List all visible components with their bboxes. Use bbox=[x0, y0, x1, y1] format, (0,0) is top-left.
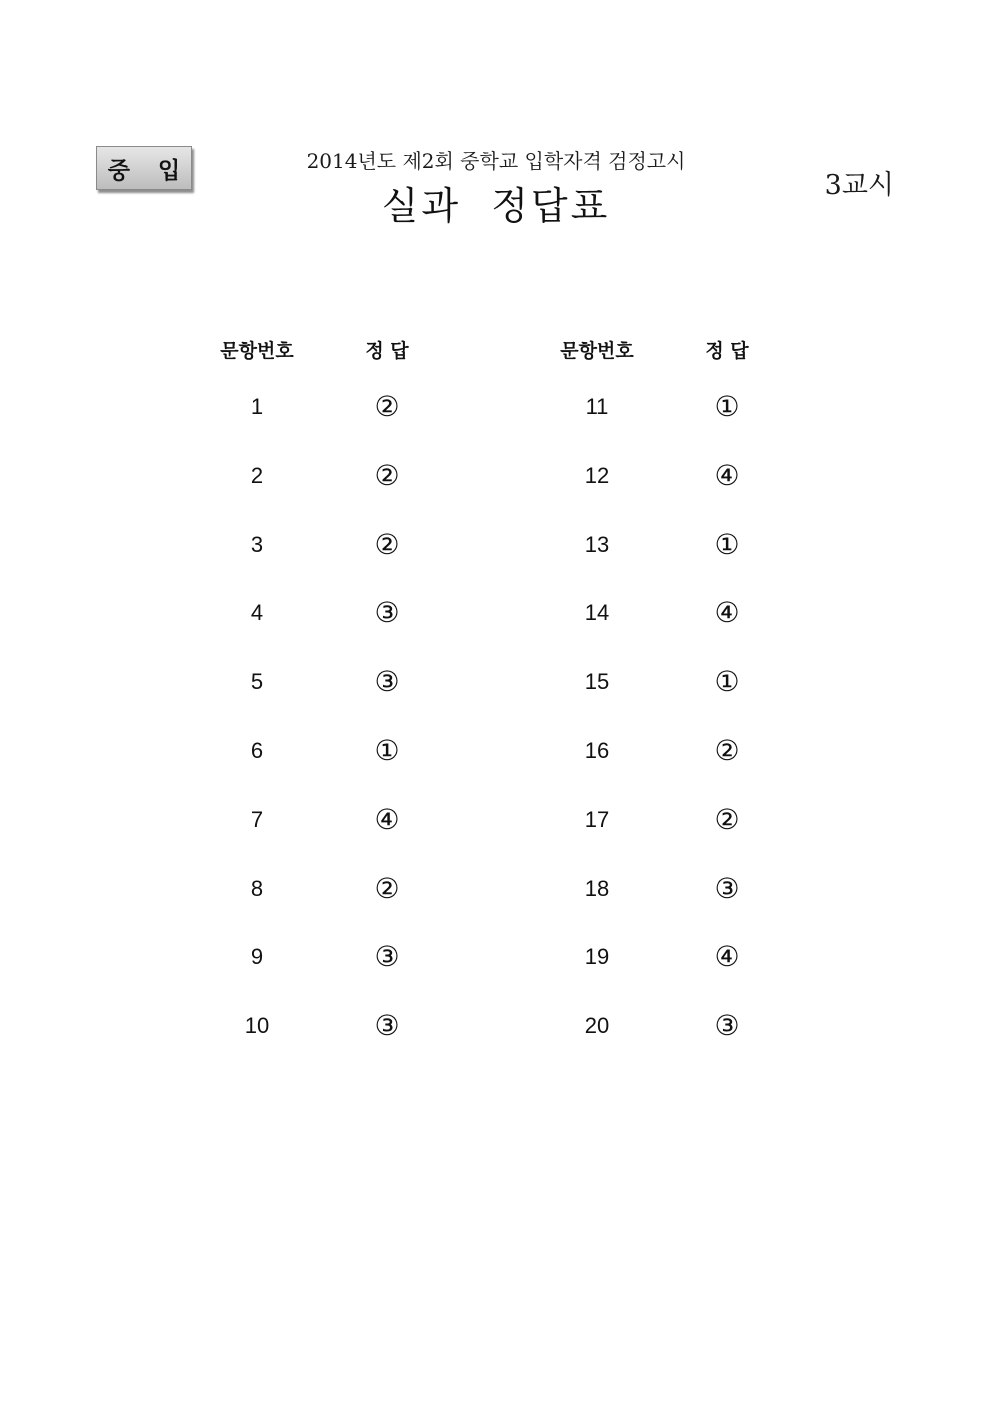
question-number: 2 bbox=[250, 463, 264, 488]
exam-subtitle: 2014년도 제2회 중학교 입학자격 검정고시 bbox=[306, 149, 686, 173]
question-number: 16 bbox=[584, 738, 610, 763]
question-number: 17 bbox=[584, 807, 610, 832]
question-number: 20 bbox=[584, 1013, 610, 1038]
question-number: 8 bbox=[250, 876, 264, 901]
question-number: 15 bbox=[584, 669, 610, 694]
answer-mark: ② bbox=[714, 734, 740, 767]
exam-period: 3교시 bbox=[824, 170, 894, 201]
question-number: 13 bbox=[584, 532, 610, 557]
answer-mark: ③ bbox=[714, 1009, 740, 1042]
answer-mark: ① bbox=[374, 734, 400, 767]
answer-mark: ④ bbox=[714, 459, 740, 492]
question-number: 4 bbox=[250, 600, 264, 625]
answer-mark: ② bbox=[714, 803, 740, 836]
question-number: 11 bbox=[585, 394, 609, 419]
answer-mark: ③ bbox=[374, 665, 400, 698]
answer-mark: ③ bbox=[374, 596, 400, 629]
answer-mark: ① bbox=[714, 665, 740, 698]
question-number: 7 bbox=[250, 807, 264, 832]
answer-mark: ③ bbox=[714, 872, 740, 905]
question-number: 1 bbox=[250, 394, 264, 419]
question-number: 9 bbox=[250, 944, 264, 969]
question-number: 5 bbox=[250, 669, 264, 694]
answer-mark: ④ bbox=[714, 940, 740, 973]
left-answer-header: 정 답 bbox=[365, 340, 409, 362]
left-question-header: 문항번호 bbox=[220, 340, 294, 362]
right-answer-header: 정 답 bbox=[705, 340, 749, 362]
page-title: 실과 정답표 bbox=[381, 184, 611, 228]
right-question-header: 문항번호 bbox=[560, 340, 634, 362]
answer-mark: ② bbox=[374, 872, 400, 905]
answer-mark: ② bbox=[374, 459, 400, 492]
answer-mark: ② bbox=[374, 528, 400, 561]
answer-mark: ① bbox=[714, 390, 740, 423]
answer-mark: ④ bbox=[714, 596, 740, 629]
question-number: 19 bbox=[584, 944, 610, 969]
answer-mark: ② bbox=[374, 390, 400, 423]
answer-mark: ③ bbox=[374, 1009, 400, 1042]
answer-mark: ④ bbox=[374, 803, 400, 836]
question-number: 18 bbox=[584, 876, 610, 901]
exam-level-badge: 중 입 bbox=[96, 146, 192, 190]
question-number: 6 bbox=[250, 738, 264, 763]
question-number: 14 bbox=[584, 600, 610, 625]
answer-mark: ③ bbox=[374, 940, 400, 973]
question-number: 12 bbox=[584, 463, 610, 488]
answer-mark: ① bbox=[714, 528, 740, 561]
question-number: 10 bbox=[244, 1013, 270, 1038]
question-number: 3 bbox=[250, 532, 264, 557]
